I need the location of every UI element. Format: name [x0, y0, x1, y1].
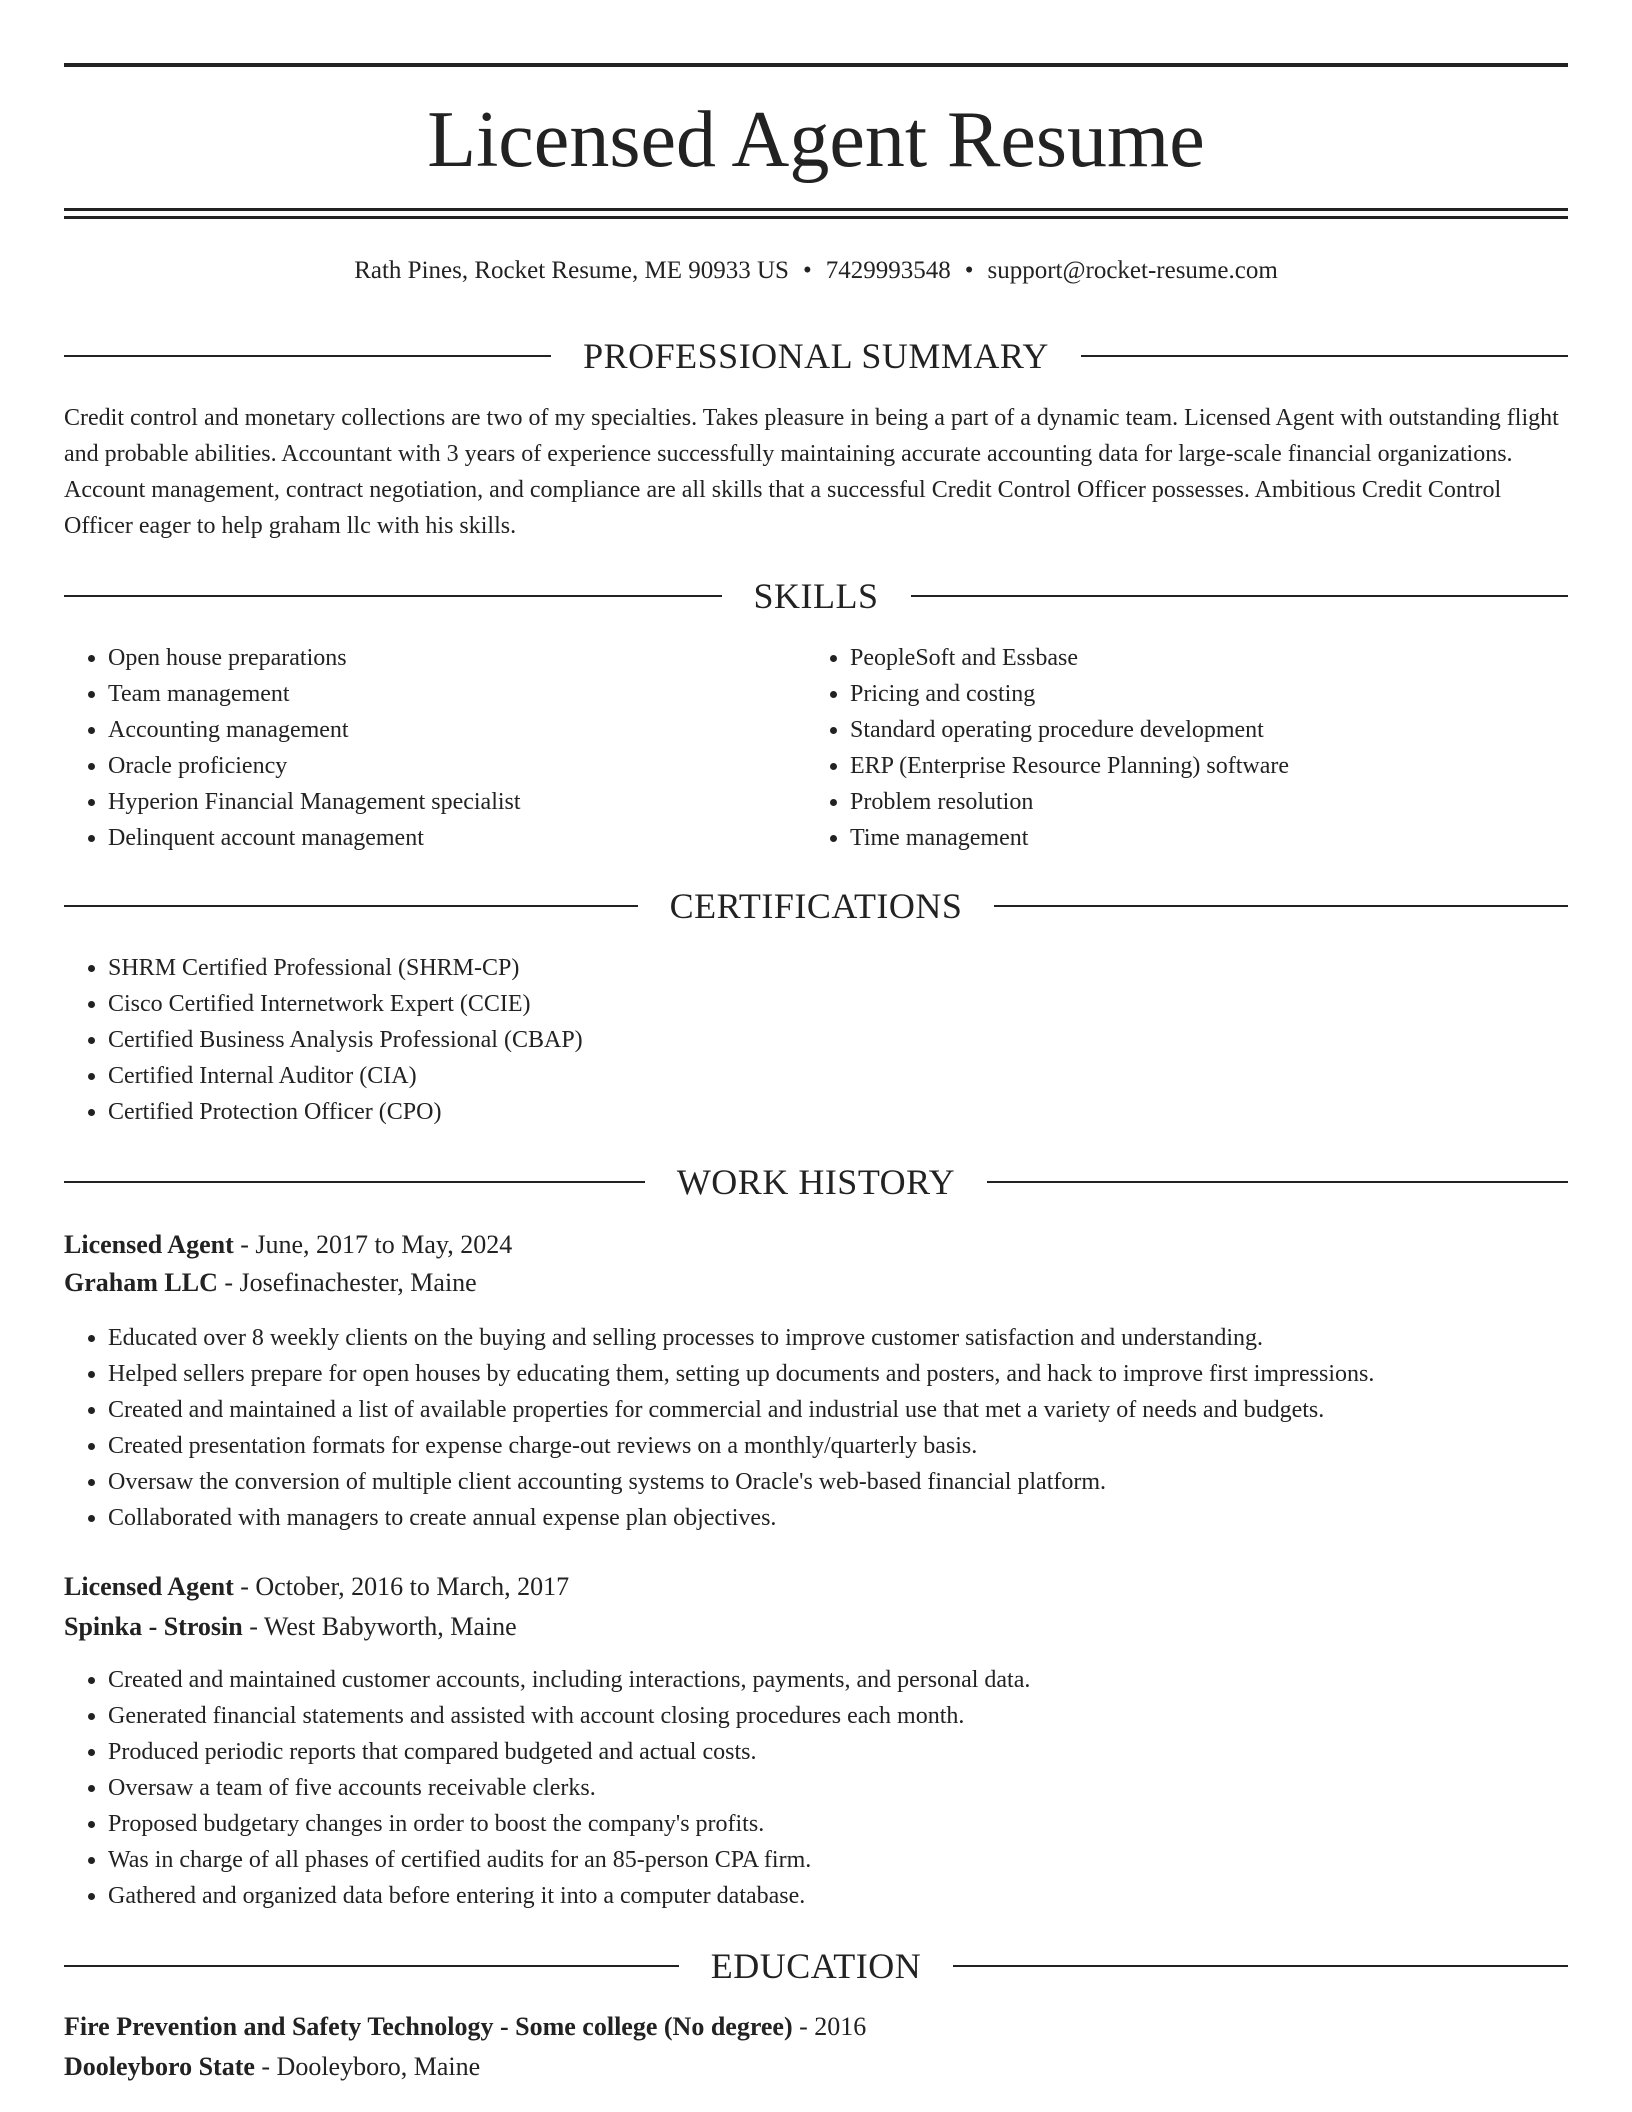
skill-item: • Open house preparations: [108, 640, 808, 676]
skill-item: • ERP (Enterprise Resource Planning) software: [850, 748, 1610, 784]
summary-text: Credit control and monetary collections are two of my specialties. Takes pleasure in being a part of a dynamic team. Licensed Agent with outstanding flight and probable abilities. Accountant with 3 years of experience successfully maintaining accurate accounting data for large-scale financial organizations. Account management, contract negotiation, and compliance are all skills that a successful Credit Control Officer possesses. Ambitious Credit Control Officer eager to help graham llc with his skills.: [64, 405, 1559, 539]
job-duty-item: • Was in charge of all phases of certified audits for an 85-person CPA firm.: [108, 1842, 1568, 1878]
section-header-summary: [64, 334, 1568, 378]
skill-item: • Hyperion Financial Management specialist: [108, 784, 808, 820]
skill-item: • PeopleSoft and Essbase: [850, 640, 1610, 676]
section-title: PROFESSIONAL SUMMARY: [583, 336, 1049, 376]
contact-email: support@rocket-resume.com: [987, 257, 1278, 284]
job-duty-item: • Collaborated with managers to create annual expense plan objectives.: [108, 1500, 1568, 1536]
job-title: Licensed Agent: [64, 1572, 234, 1601]
section-title: CERTIFICATIONS: [669, 886, 963, 926]
skill-item: • Oracle proficiency: [108, 748, 808, 784]
certification-item: • SHRM Certified Professional (SHRM-CP): [108, 950, 1558, 986]
section-title: SKILLS: [753, 576, 879, 616]
job-duties-list: [64, 1320, 1568, 1536]
contact-line: [64, 254, 1568, 288]
job-title-line: [64, 1226, 1568, 1264]
certification-item: • Certified Internal Auditor (CIA): [108, 1058, 1558, 1094]
job-duty-item: • Created and maintained customer accounts, including interactions, payments, and personal data.: [108, 1662, 1568, 1698]
job-company-line: [64, 1264, 1568, 1302]
job-dates: - October, 2016 to March, 2017: [233, 1572, 570, 1601]
title-rule-upper: [64, 208, 1568, 211]
job-duty-item: • Created and maintained a list of available properties for commercial and industrial use that met a variety of needs and budgets.: [108, 1392, 1568, 1428]
skill-item: • Delinquent account management: [108, 820, 808, 856]
section-rule: [987, 1181, 1568, 1183]
skill-item: • Standard operating procedure development: [850, 712, 1610, 748]
job-duty-item: • Oversaw a team of five accounts receivable clerks.: [108, 1770, 1568, 1806]
skill-item: • Team management: [108, 676, 808, 712]
certification-item: • Cisco Certified Internetwork Expert (CCIE): [108, 986, 1558, 1022]
education-degree: Fire Prevention and Safety Technology - Some college (No degree): [64, 2012, 793, 2041]
section-title: WORK HISTORY: [676, 1162, 956, 1202]
skill-item: • Time management: [850, 820, 1610, 856]
contact-separator: •: [964, 257, 974, 284]
job-duties-list: [64, 1662, 1568, 1914]
section-rule: [64, 905, 638, 907]
job-duty-item: • Educated over 8 weekly clients on the buying and selling processes to improve customer satisfaction and understanding.: [108, 1320, 1568, 1356]
job-duty-item: • Gathered and organized data before entering it into a computer database.: [108, 1878, 1568, 1914]
education-year: - 2016: [792, 2012, 867, 2041]
contact-phone: 7429993548: [825, 257, 951, 284]
section-rule: [64, 1965, 679, 1967]
skill-item: • Problem resolution: [850, 784, 1610, 820]
contact-separator: •: [802, 257, 812, 284]
section-rule: [64, 355, 551, 357]
skills-list-right: [806, 640, 1610, 856]
job-title: Licensed Agent: [64, 1230, 234, 1259]
job-duty-item: • Created presentation formats for expense charge-out reviews on a monthly/quarterly basis.: [108, 1428, 1568, 1464]
contact-address: Rath Pines, Rocket Resume, ME 90933 US: [354, 257, 789, 284]
certifications-list: [64, 950, 1558, 1130]
section-rule: [64, 1181, 645, 1183]
title-rule-lower: [64, 216, 1568, 219]
section-rule: [1081, 355, 1568, 357]
job-duty-item: • Oversaw the conversion of multiple client accounting systems to Oracle's web-based financial platform.: [108, 1464, 1568, 1500]
section-rule: [64, 595, 722, 597]
education-school: Dooleyboro State: [64, 2052, 255, 2081]
section-header-work-history: [64, 1160, 1568, 1204]
education-location: - Dooleyboro, Maine: [254, 2052, 481, 2081]
job-duty-item: • Produced periodic reports that compared budgeted and actual costs.: [108, 1734, 1568, 1770]
skill-item: • Accounting management: [108, 712, 808, 748]
section-title: EDUCATION: [710, 1946, 922, 1986]
section-rule: [953, 1965, 1568, 1967]
job-company: Spinka - Strosin: [64, 1612, 243, 1641]
job-duty-item: • Proposed budgetary changes in order to boost the company's profits.: [108, 1806, 1568, 1842]
section-header-skills: [64, 574, 1568, 618]
skill-item: • Pricing and costing: [850, 676, 1610, 712]
job-title-line: [64, 1568, 1568, 1606]
section-header-education: [64, 1944, 1568, 1988]
skills-list-left: [64, 640, 808, 856]
education-school-line: [64, 2048, 1568, 2086]
section-header-certifications: [64, 884, 1568, 928]
job-dates: - June, 2017 to May, 2024: [233, 1230, 513, 1259]
job-duty-item: • Generated financial statements and assisted with account closing procedures each month.: [108, 1698, 1568, 1734]
education-degree-line: [64, 2008, 1568, 2046]
page-title: Licensed Agent Resume: [427, 96, 1205, 184]
top-rule: [64, 63, 1568, 67]
job-location: - Josefinachester, Maine: [217, 1268, 477, 1297]
job-location: - West Babyworth, Maine: [242, 1612, 517, 1641]
section-rule: [911, 595, 1569, 597]
section-rule: [994, 905, 1568, 907]
job-company-line: [64, 1608, 1568, 1646]
certification-item: • Certified Protection Officer (CPO): [108, 1094, 1558, 1130]
job-company: Graham LLC: [64, 1268, 218, 1297]
certification-item: • Certified Business Analysis Professional (CBAP): [108, 1022, 1558, 1058]
job-duty-item: • Helped sellers prepare for open houses by educating them, setting up documents and posters, and hack to improve first impressions.: [108, 1356, 1568, 1392]
